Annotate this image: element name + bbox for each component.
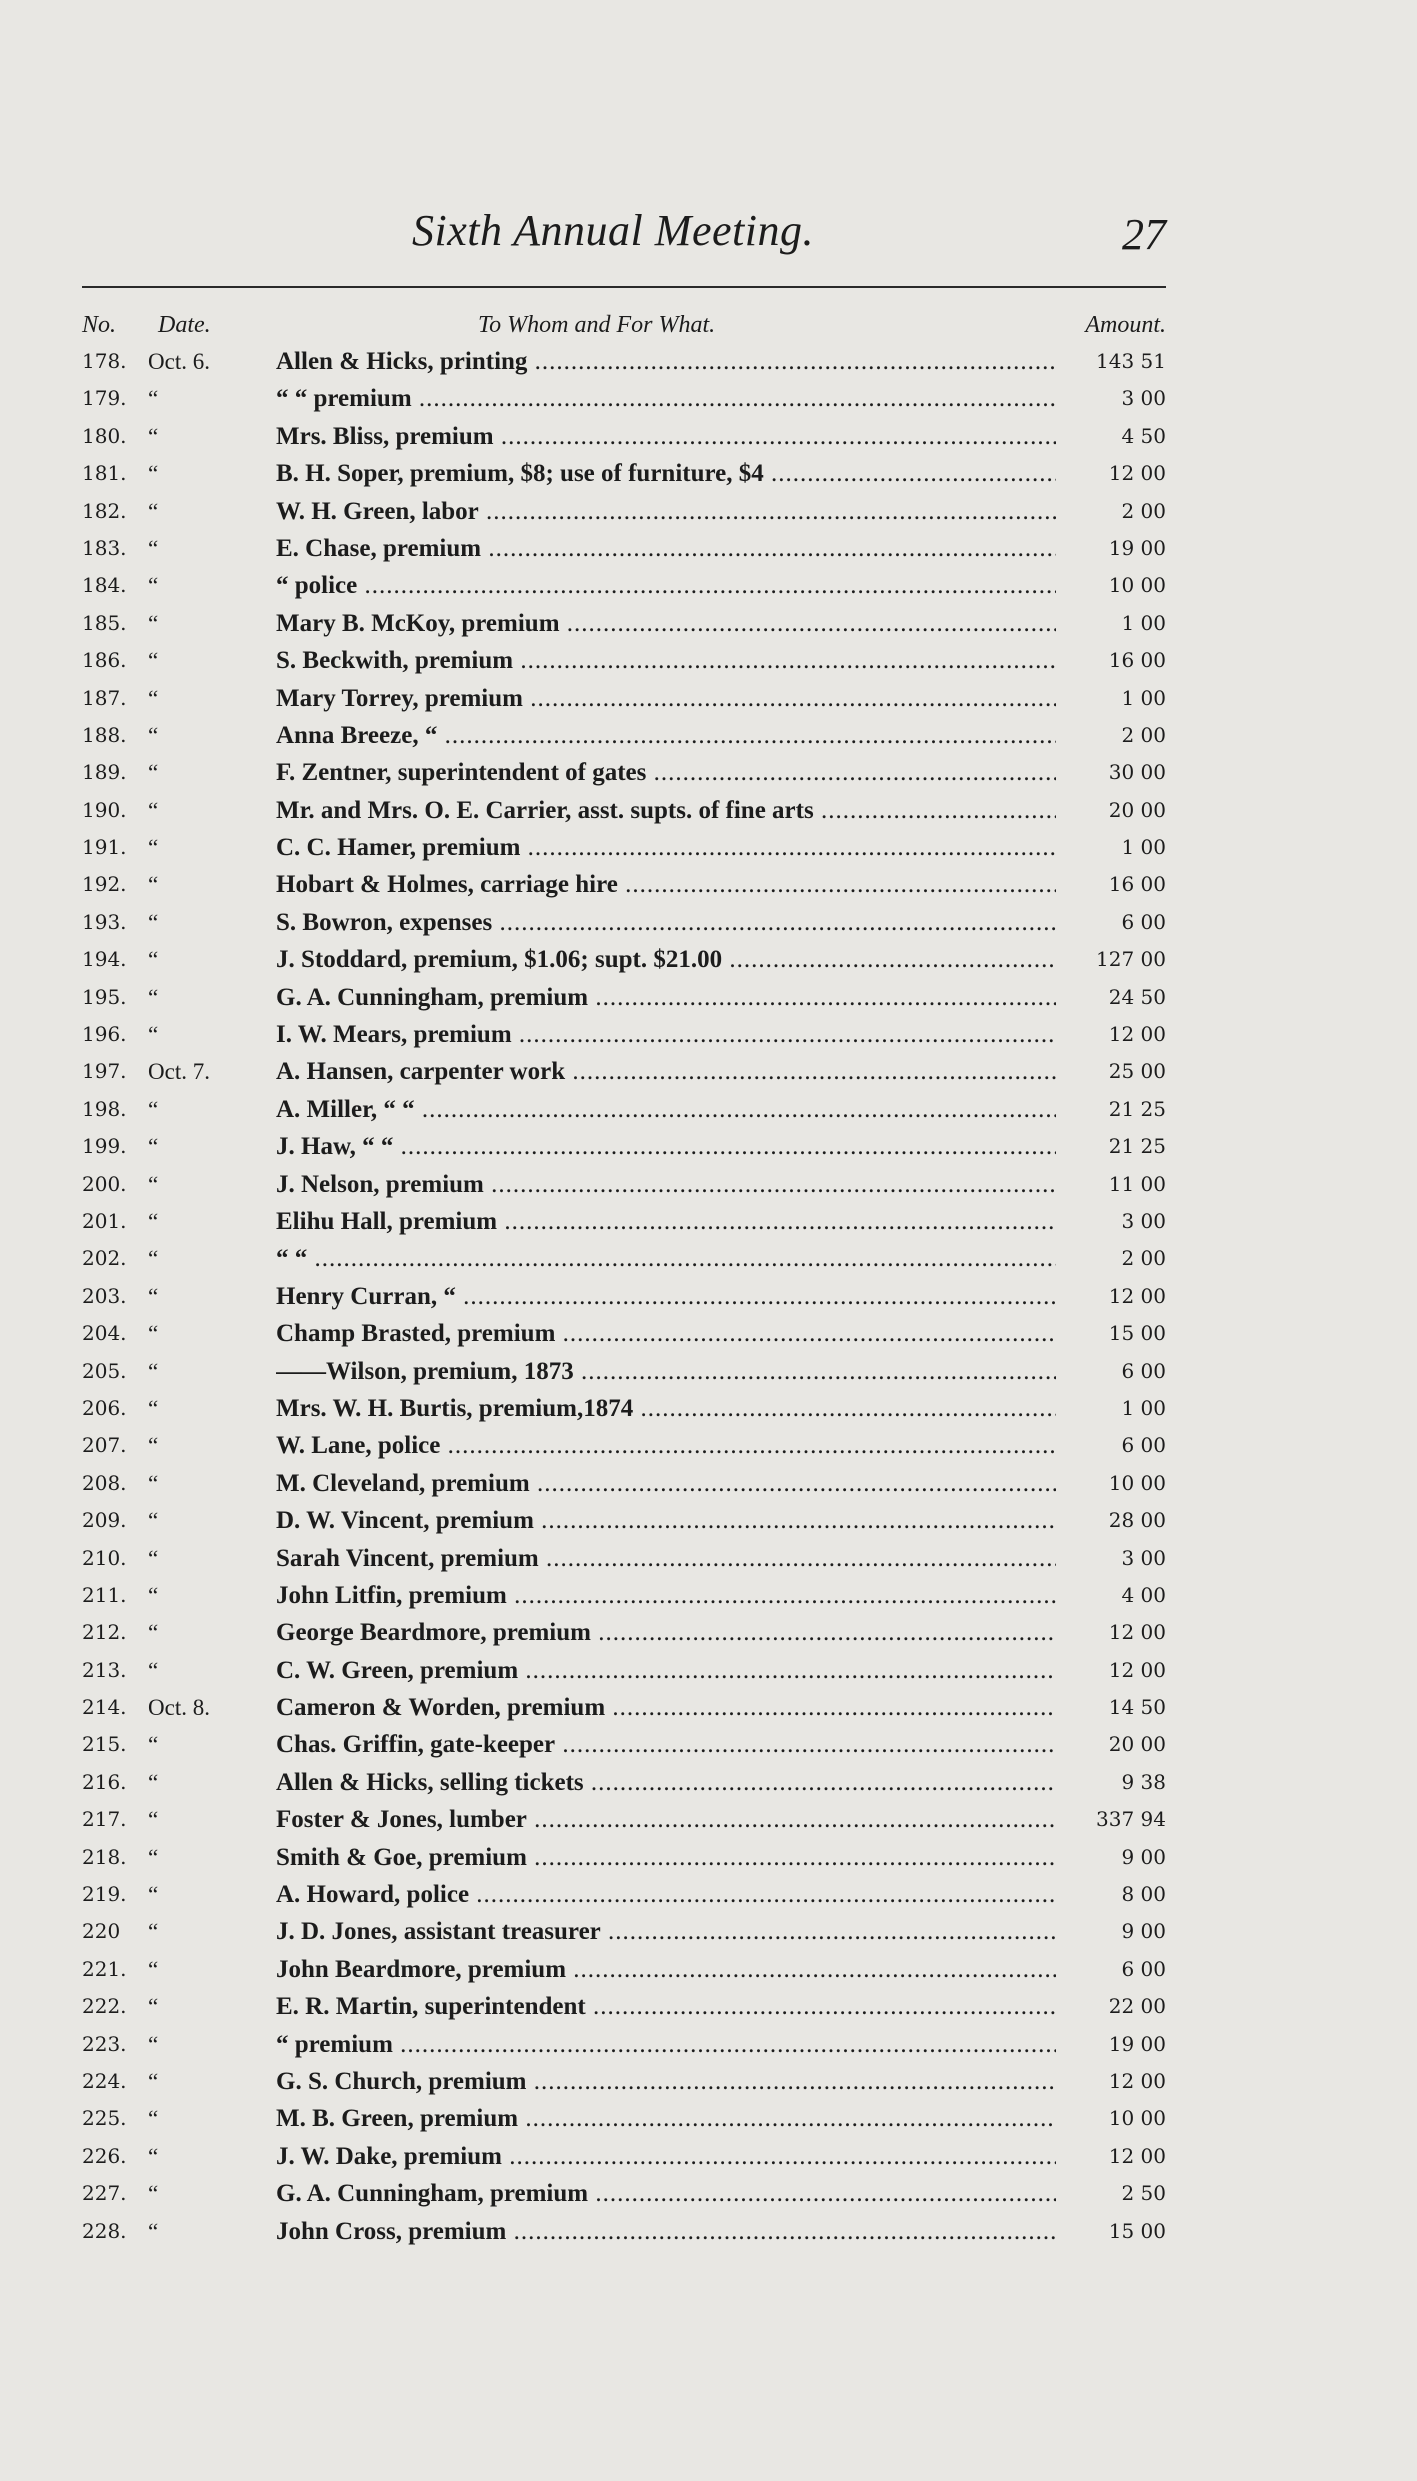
table-row xyxy=(82,717,1166,754)
page-header xyxy=(82,205,1166,275)
table-row xyxy=(82,1390,1166,1427)
entry-amount: 3 00 xyxy=(1121,1208,1166,1233)
entry-date: “ xyxy=(148,1208,159,1234)
table-row xyxy=(82,2213,1166,2250)
entry-number: 203. xyxy=(82,1283,127,1308)
entry-date: “ xyxy=(148,1508,159,1534)
entry-number: 225. xyxy=(82,2106,127,2131)
entry-amount: 25 00 xyxy=(1108,1059,1166,1084)
entry-number: 183. xyxy=(82,535,127,560)
entry-description: J. D. Jones, assistant treasurer ..... xyxy=(276,1913,1056,1950)
entry-amount: 9 00 xyxy=(1121,1919,1166,1944)
table-row xyxy=(82,1876,1166,1913)
entry-number: 216. xyxy=(82,1769,127,1794)
entry-date: “ xyxy=(148,1956,159,1982)
table-row xyxy=(82,1502,1166,1539)
entry-amount: 30 00 xyxy=(1108,760,1166,785)
table-row xyxy=(82,567,1166,604)
entry-description: G. S. Church, premium ..... xyxy=(276,2063,1056,2100)
entry-number: 213. xyxy=(82,1657,127,1682)
entry-description: C. C. Hamer, premium ..... xyxy=(276,829,1056,866)
column-header-no: No. xyxy=(82,312,117,338)
entry-amount: 10 00 xyxy=(1108,2106,1166,2131)
entry-description: E. R. Martin, superintendent ..... xyxy=(276,1988,1056,2025)
entry-amount: 6 00 xyxy=(1121,909,1166,934)
entry-description: “ “ ..... xyxy=(276,1240,1056,1277)
entry-date: Oct. 6. xyxy=(148,349,210,374)
entry-amount: 15 00 xyxy=(1108,2218,1166,2243)
entry-description: Mr. and Mrs. O. E. Carrier, asst. supts. of fine arts ..... xyxy=(276,792,1056,829)
entry-date: “ xyxy=(148,797,159,823)
entry-description: “ “ premium ..... xyxy=(276,380,1056,417)
entry-amount: 12 00 xyxy=(1108,1283,1166,1308)
entry-amount: 21 25 xyxy=(1108,1134,1166,1159)
entry-description: B. H. Soper, premium, $8; use of furniture, $4 ..... xyxy=(276,455,1056,492)
entry-amount: 6 00 xyxy=(1121,1956,1166,1981)
entry-amount: 9 00 xyxy=(1121,1844,1166,1869)
entry-number: 221. xyxy=(82,1956,127,1981)
entry-date: “ xyxy=(148,685,159,711)
entry-amount: 12 00 xyxy=(1108,1022,1166,1047)
entry-number: 210. xyxy=(82,1545,127,1570)
table-row xyxy=(82,1315,1166,1352)
entry-description: Smith & Goe, premium ..... xyxy=(276,1839,1056,1876)
entry-number: 190. xyxy=(82,797,127,822)
entry-number: 193. xyxy=(82,909,127,934)
entry-amount: 19 00 xyxy=(1108,2031,1166,2056)
table-row xyxy=(82,2175,1166,2212)
entry-description: Mrs. Bliss, premium ..... xyxy=(276,418,1056,455)
entry-date: “ xyxy=(148,835,159,861)
page-number: 27 xyxy=(1122,210,1166,259)
entry-amount: 143 51 xyxy=(1096,349,1166,373)
entry-number: 212. xyxy=(82,1620,127,1645)
entry-date: “ xyxy=(148,1283,159,1309)
entry-amount: 21 25 xyxy=(1108,1096,1166,1121)
table-row xyxy=(82,343,1166,380)
entry-description: Allen & Hicks, selling tickets ..... xyxy=(276,1764,1056,1801)
entry-number: 223. xyxy=(82,2031,127,2056)
table-row xyxy=(82,941,1166,978)
entry-description: J. Stoddard, premium, $1.06; supt. $21.00 ..... xyxy=(276,941,1056,978)
entry-date: “ xyxy=(148,1545,159,1571)
entry-number: 181. xyxy=(82,461,127,486)
entry-number: 200. xyxy=(82,1171,127,1196)
entry-amount: 3 00 xyxy=(1121,386,1166,411)
entry-description: Hobart & Holmes, carriage hire ..... xyxy=(276,866,1056,903)
entry-amount: 12 00 xyxy=(1108,2143,1166,2168)
entry-description: S. Beckwith, premium ..... xyxy=(276,642,1056,679)
column-headers xyxy=(82,312,1166,346)
entry-number: 214. xyxy=(82,1695,127,1720)
entry-amount: 24 50 xyxy=(1108,984,1166,1009)
entry-date: “ xyxy=(148,1994,159,2020)
entry-number: 199. xyxy=(82,1134,127,1159)
entry-description: Sarah Vincent, premium ..... xyxy=(276,1540,1056,1577)
entry-description: A. Hansen, carpenter work ..... xyxy=(276,1053,1056,1090)
entry-date: “ xyxy=(148,1807,159,1833)
entry-amount: 4 00 xyxy=(1121,1582,1166,1607)
entry-amount: 16 00 xyxy=(1108,872,1166,897)
entry-description: Cameron & Worden, premium ..... xyxy=(276,1689,1056,1726)
table-row xyxy=(82,792,1166,829)
entry-date: “ xyxy=(148,1769,159,1795)
table-row xyxy=(82,1988,1166,2025)
entry-number: 182. xyxy=(82,498,127,523)
entry-number: 215. xyxy=(82,1732,127,1757)
entry-date: “ xyxy=(148,1246,159,1272)
entry-date: “ xyxy=(148,1395,159,1421)
entry-description: ——Wilson, premium, 1873 ..... xyxy=(276,1353,1056,1390)
entry-description: Chas. Griffin, gate-keeper ..... xyxy=(276,1726,1056,1763)
entry-amount: 12 00 xyxy=(1108,1620,1166,1645)
entry-date: “ xyxy=(148,1096,159,1122)
entry-date: “ xyxy=(148,2143,159,2169)
entry-date: “ xyxy=(148,1620,159,1646)
entry-amount: 9 38 xyxy=(1121,1769,1166,1794)
entry-description: Foster & Jones, lumber ..... xyxy=(276,1801,1056,1838)
table-row xyxy=(82,1726,1166,1763)
entry-number: 220 xyxy=(82,1919,121,1944)
entry-date: “ xyxy=(148,1919,159,1945)
entry-description: S. Bowron, expenses ..... xyxy=(276,904,1056,941)
table-row xyxy=(82,1652,1166,1689)
entry-date: “ xyxy=(148,1433,159,1459)
table-row xyxy=(82,1278,1166,1315)
entry-amount: 10 00 xyxy=(1108,1470,1166,1495)
entry-date: “ xyxy=(148,648,159,674)
entry-date: “ xyxy=(148,722,159,748)
entry-number: 208. xyxy=(82,1470,127,1495)
entry-number: 219. xyxy=(82,1882,127,1907)
entry-date: “ xyxy=(148,2031,159,2057)
ledger-table xyxy=(82,343,1166,2250)
entry-number: 207. xyxy=(82,1433,127,1458)
entry-number: 204. xyxy=(82,1321,127,1346)
entry-amount: 2 00 xyxy=(1121,498,1166,523)
table-row xyxy=(82,979,1166,1016)
table-row xyxy=(82,1427,1166,1464)
entry-date: “ xyxy=(148,498,159,524)
entry-date: “ xyxy=(148,909,159,935)
entry-description: I. W. Mears, premium ..... xyxy=(276,1016,1056,1053)
entry-number: 179. xyxy=(82,386,127,411)
entry-number: 217. xyxy=(82,1807,127,1832)
entry-number: 187. xyxy=(82,685,127,710)
entry-number: 218. xyxy=(82,1844,127,1869)
entry-date: “ xyxy=(148,573,159,599)
table-row xyxy=(82,1801,1166,1838)
entry-date: “ xyxy=(148,2106,159,2132)
entry-number: 186. xyxy=(82,648,127,673)
entry-date: “ xyxy=(148,2181,159,2207)
entry-number: 180. xyxy=(82,423,127,448)
entry-description: Mary Torrey, premium ..... xyxy=(276,680,1056,717)
entry-description: D. W. Vincent, premium ..... xyxy=(276,1502,1056,1539)
entry-number: 188. xyxy=(82,722,127,747)
column-header-description: To Whom and For What. xyxy=(478,312,716,338)
entry-number: 226. xyxy=(82,2143,127,2168)
entry-number: 224. xyxy=(82,2068,127,2093)
entry-date: “ xyxy=(148,1022,159,1048)
entry-number: 211. xyxy=(82,1582,127,1607)
table-row xyxy=(82,380,1166,417)
table-row xyxy=(82,1240,1166,1277)
entry-date: “ xyxy=(148,1657,159,1683)
entry-amount: 8 00 xyxy=(1121,1882,1166,1907)
table-row xyxy=(82,1091,1166,1128)
entry-amount: 337 94 xyxy=(1096,1807,1166,1832)
table-row xyxy=(82,754,1166,791)
entry-amount: 22 00 xyxy=(1108,1994,1166,2019)
entry-amount: 2 50 xyxy=(1121,2181,1166,2206)
entry-amount: 20 00 xyxy=(1108,1732,1166,1757)
entry-description: J. W. Dake, premium ..... xyxy=(276,2138,1056,2175)
table-row xyxy=(82,2026,1166,2063)
entry-number: 209. xyxy=(82,1508,127,1533)
entry-number: 185. xyxy=(82,610,127,635)
entry-description: John Beardmore, premium ..... xyxy=(276,1951,1056,1988)
entry-date: “ xyxy=(148,1844,159,1870)
entry-amount: 2 00 xyxy=(1121,722,1166,747)
entry-amount: 14 50 xyxy=(1108,1695,1166,1720)
table-row xyxy=(82,2100,1166,2137)
entry-date: “ xyxy=(148,984,159,1010)
table-row xyxy=(82,1913,1166,1950)
table-row xyxy=(82,1689,1166,1726)
entry-description: “ police ..... xyxy=(276,567,1056,604)
entry-date: “ xyxy=(148,760,159,786)
entry-number: 184. xyxy=(82,573,127,598)
entry-description: John Litfin, premium ..... xyxy=(276,1577,1056,1614)
entry-date: “ xyxy=(148,423,159,449)
table-row xyxy=(82,1016,1166,1053)
entry-description: A. Miller, “ “ ..... xyxy=(276,1091,1056,1128)
entry-date: “ xyxy=(148,1171,159,1197)
entry-date: “ xyxy=(148,2218,159,2244)
entry-amount: 16 00 xyxy=(1108,648,1166,673)
entry-date: Oct. 7. xyxy=(148,1059,210,1085)
table-row xyxy=(82,1614,1166,1651)
entry-amount: 12 00 xyxy=(1108,461,1166,486)
entry-description: E. Chase, premium ..... xyxy=(276,530,1056,567)
entry-number: 196. xyxy=(82,1022,127,1047)
entry-description: M. B. Green, premium ..... xyxy=(276,2100,1056,2137)
entry-amount: 4 50 xyxy=(1121,423,1166,448)
entry-number: 189. xyxy=(82,760,127,785)
entry-number: 206. xyxy=(82,1395,127,1420)
entry-amount: 19 00 xyxy=(1108,535,1166,560)
entry-amount: 12 00 xyxy=(1108,1657,1166,1682)
table-row xyxy=(82,2138,1166,2175)
entry-amount: 12 00 xyxy=(1108,2068,1166,2093)
table-row xyxy=(82,1839,1166,1876)
entry-description: G. A. Cunningham, premium ..... xyxy=(276,979,1056,1016)
entry-amount: 10 00 xyxy=(1108,573,1166,598)
entry-description: Mary B. McKoy, premium ..... xyxy=(276,605,1056,642)
entry-date: “ xyxy=(148,947,159,973)
entry-number: 195. xyxy=(82,984,127,1009)
entry-date: “ xyxy=(148,1582,159,1608)
table-row xyxy=(82,2063,1166,2100)
entry-amount: 1 00 xyxy=(1121,610,1166,635)
table-row xyxy=(82,642,1166,679)
entry-amount: 1 00 xyxy=(1121,1395,1166,1420)
entry-date: “ xyxy=(148,2068,159,2094)
entry-amount: 6 00 xyxy=(1121,1358,1166,1383)
table-row xyxy=(82,866,1166,903)
entry-date: “ xyxy=(148,1134,159,1160)
table-row xyxy=(82,1764,1166,1801)
entry-number: 198. xyxy=(82,1096,127,1121)
entry-number: 191. xyxy=(82,835,127,860)
entry-description: W. H. Green, labor ..... xyxy=(276,493,1056,530)
column-header-date: Date. xyxy=(158,312,211,338)
entry-date: “ xyxy=(148,461,159,487)
table-row xyxy=(82,1353,1166,1390)
entry-description: Mrs. W. H. Burtis, premium,1874 ..... xyxy=(276,1390,1056,1427)
entry-number: 201. xyxy=(82,1208,127,1233)
table-row xyxy=(82,1203,1166,1240)
entry-description: Anna Breeze, “ ..... xyxy=(276,717,1056,754)
entry-description: Allen & Hicks, printing ..... xyxy=(276,343,1056,380)
table-row xyxy=(82,605,1166,642)
entry-number: 227. xyxy=(82,2181,127,2206)
entry-description: F. Zentner, superintendent of gates ..... xyxy=(276,754,1056,791)
page-title: Sixth Annual Meeting. xyxy=(412,206,814,255)
entry-date: “ xyxy=(148,1882,159,1908)
entry-amount: 11 00 xyxy=(1108,1171,1166,1196)
entry-description: Henry Curran, “ ..... xyxy=(276,1278,1056,1315)
entry-number: 228. xyxy=(82,2218,127,2243)
entry-description: G. A. Cunningham, premium ..... xyxy=(276,2175,1056,2212)
entry-number: 205. xyxy=(82,1358,127,1383)
entry-amount: 28 00 xyxy=(1108,1508,1166,1533)
entry-number: 222. xyxy=(82,1994,127,2019)
column-header-amount: Amount. xyxy=(1085,312,1166,338)
table-row xyxy=(82,1053,1166,1090)
table-row xyxy=(82,680,1166,717)
entry-description: Champ Brasted, premium ..... xyxy=(276,1315,1056,1352)
entry-description: A. Howard, police ..... xyxy=(276,1876,1056,1913)
entry-description: “ premium ..... xyxy=(276,2026,1056,2063)
entry-description: Elihu Hall, premium ..... xyxy=(276,1203,1056,1240)
entry-description: George Beardmore, premium ..... xyxy=(276,1614,1056,1651)
table-row xyxy=(82,829,1166,866)
table-row xyxy=(82,904,1166,941)
entry-amount: 1 00 xyxy=(1121,835,1166,860)
entry-number: 202. xyxy=(82,1246,127,1271)
entry-description: J. Haw, “ “ ..... xyxy=(276,1128,1056,1165)
table-row xyxy=(82,455,1166,492)
entry-date: “ xyxy=(148,610,159,636)
entry-date: “ xyxy=(148,535,159,561)
entry-date: “ xyxy=(148,1732,159,1758)
table-row xyxy=(82,493,1166,530)
entry-amount: 1 00 xyxy=(1121,685,1166,710)
table-row xyxy=(82,1951,1166,1988)
entry-description: J. Nelson, premium ..... xyxy=(276,1166,1056,1203)
entry-date: “ xyxy=(148,1470,159,1496)
table-row xyxy=(82,1128,1166,1165)
entry-amount: 127 00 xyxy=(1096,947,1166,972)
entry-date: “ xyxy=(148,1321,159,1347)
entry-amount: 15 00 xyxy=(1108,1321,1166,1346)
entry-amount: 3 00 xyxy=(1121,1545,1166,1570)
table-row xyxy=(82,1166,1166,1203)
table-row xyxy=(82,418,1166,455)
entry-number: 194. xyxy=(82,947,127,972)
entry-description: W. Lane, police ..... xyxy=(276,1427,1056,1464)
entry-date: “ xyxy=(148,1358,159,1384)
entry-number: 178. xyxy=(82,349,127,373)
entry-number: 192. xyxy=(82,872,127,897)
header-rule xyxy=(82,286,1166,288)
entry-date: Oct. 8. xyxy=(148,1695,210,1721)
entry-description: M. Cleveland, premium ..... xyxy=(276,1465,1056,1502)
entry-description: C. W. Green, premium ..... xyxy=(276,1652,1056,1689)
entry-amount: 2 00 xyxy=(1121,1246,1166,1271)
entry-description: John Cross, premium ..... xyxy=(276,2213,1056,2250)
entry-date: “ xyxy=(148,872,159,898)
table-row xyxy=(82,1577,1166,1614)
table-row xyxy=(82,1540,1166,1577)
entry-amount: 6 00 xyxy=(1121,1433,1166,1458)
entry-number: 197. xyxy=(82,1059,127,1084)
entry-amount: 20 00 xyxy=(1108,797,1166,822)
table-row xyxy=(82,530,1166,567)
entry-date: “ xyxy=(148,386,159,412)
table-row xyxy=(82,1465,1166,1502)
